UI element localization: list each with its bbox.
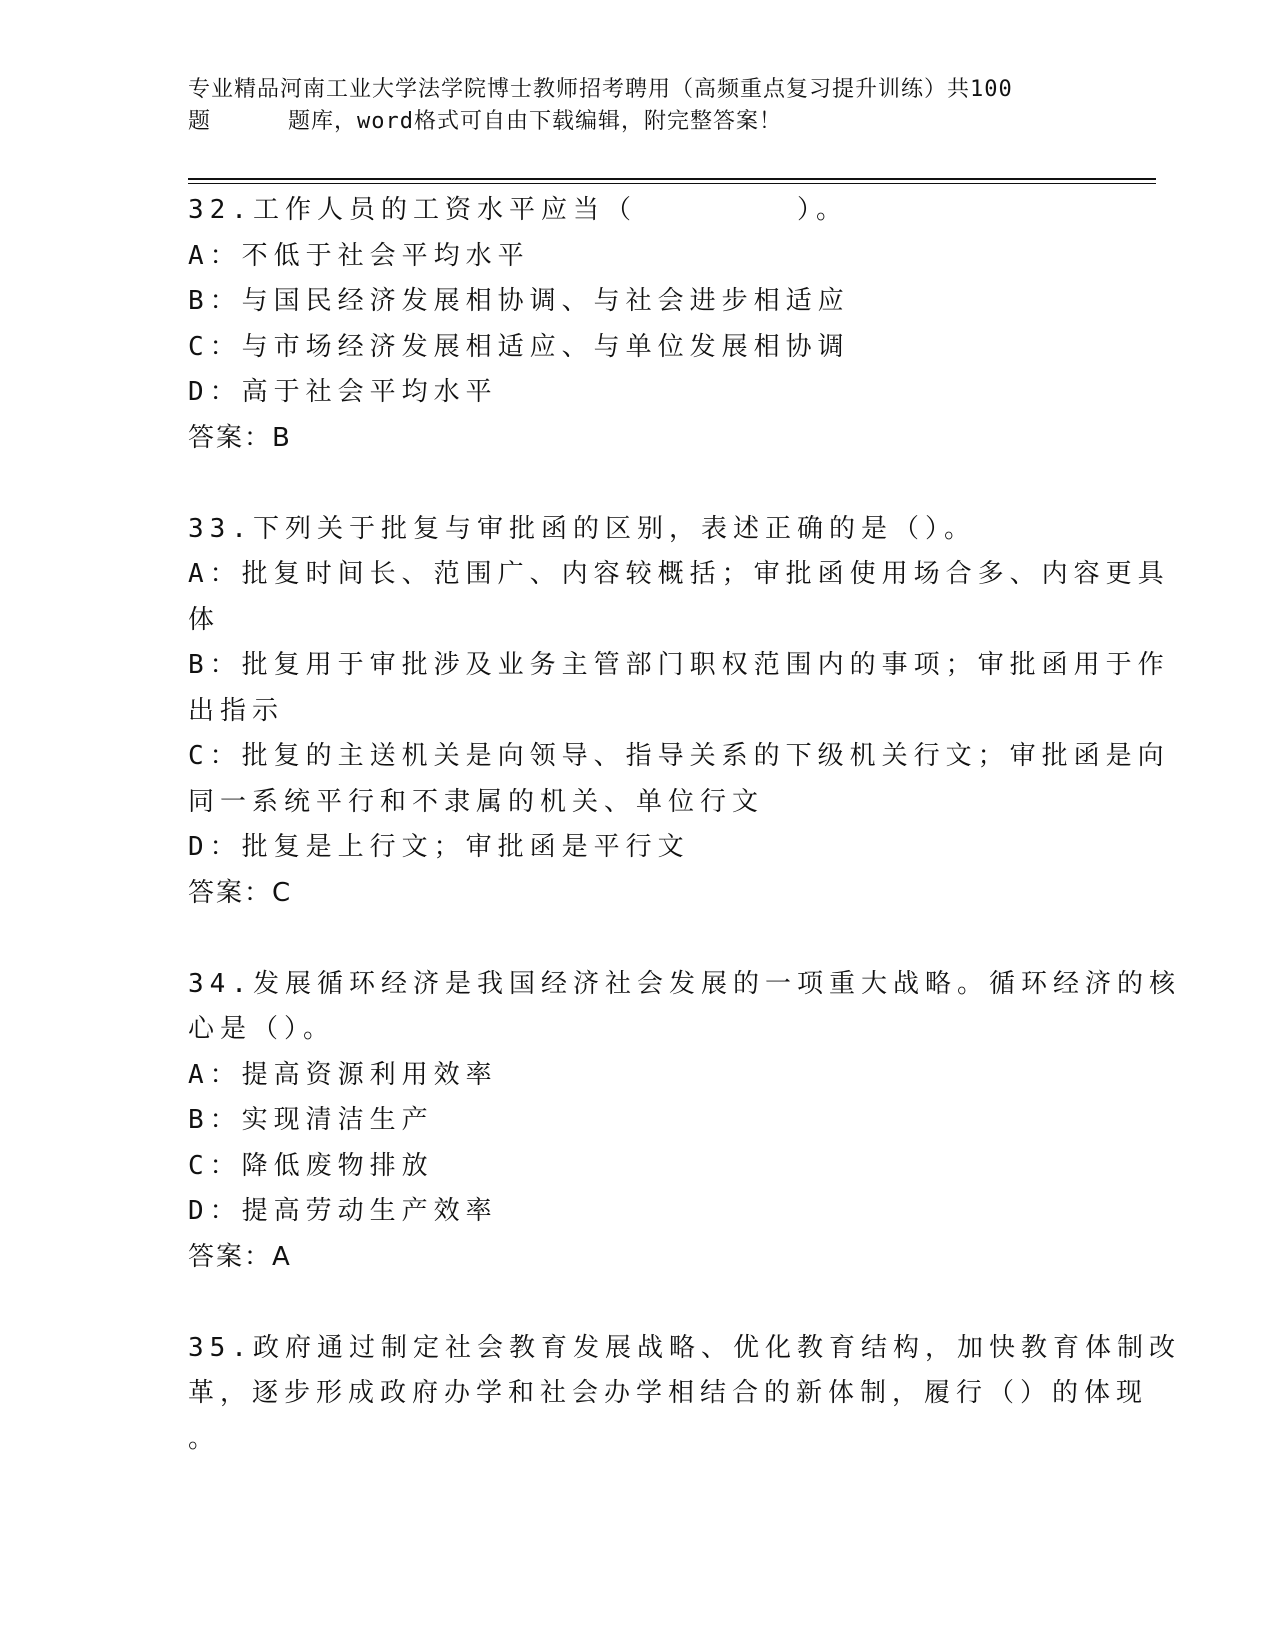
header-line-2 [188, 106, 1088, 138]
option-line: C：降低废物排放 [188, 1150, 434, 1181]
header-rule-thin [188, 183, 1156, 184]
option-line: C：与市场经济发展相适应、与单位发展相协调 [188, 331, 850, 362]
option-line: B：实现清洁生产 [188, 1105, 434, 1135]
question-spacer [188, 1280, 1088, 1326]
answer-line: 答案：C [188, 877, 293, 908]
option-line: D：批复是上行文；审批函是平行文 [188, 832, 690, 862]
page-header [188, 74, 1088, 138]
header-line-2-rest: 题库，word格式可自由下载编辑，附完整答案！ [288, 109, 782, 134]
question-stem-line: 心是（）。 [188, 1014, 336, 1044]
question-block [188, 507, 1170, 962]
option-line: C：批复的主送机关是向领导、指导关系的下级机关行文；审批函是向 [188, 741, 1170, 771]
header-rule-thick [188, 178, 1156, 180]
option-line: 体 [188, 604, 221, 635]
option-line: D：高于社会平均水平 [188, 377, 498, 407]
option-line: A：批复时间长、范围广、内容较概括；审批函使用场合多、内容更具 [188, 559, 1170, 589]
option-line: A：提高资源利用效率 [188, 1059, 498, 1090]
option-line: 出指示 [188, 695, 285, 726]
question-stem-line: 35.政府通过制定社会教育发展战略、优化教育结构，加快教育体制改 [188, 1332, 1181, 1363]
question-block [188, 962, 1181, 1326]
answer-line: 答案：B [188, 422, 292, 453]
question-spacer [188, 916, 1088, 962]
answer-line: 答案：A [188, 1241, 292, 1272]
question-stem-line: 革，逐步形成政府办学和社会办学相结合的新体制，履行（）的体现 [188, 1378, 1149, 1408]
option-line: D：提高劳动生产效率 [188, 1196, 498, 1226]
question-stem-line: 33.下列关于批复与审批函的区别，表述正确的是（）。 [188, 513, 976, 544]
header-line-1: 专业精品河南工业大学法学院博士教师招考聘用（高频重点复习提升训练）共100 [188, 77, 1013, 102]
question-spacer [188, 461, 1088, 507]
question-list [188, 188, 1181, 1462]
question-block [188, 188, 1088, 507]
question-stem-line: 。 [188, 1423, 221, 1454]
option-line: 同一系统平行和不隶属的机关、单位行文 [188, 786, 765, 817]
question-stem-line: 34.发展循环经济是我国经济社会发展的一项重大战略。循环经济的核 [188, 968, 1181, 999]
header-line-2-lead: 题 [188, 109, 212, 134]
question-stem-line: 32.工作人员的工资水平应当（ ）。 [188, 195, 848, 225]
option-line: A：不低于社会平均水平 [188, 240, 530, 271]
question-block [188, 1326, 1181, 1463]
option-line: B：批复用于审批涉及业务主管部门职权范围内的事项；审批函用于作 [188, 650, 1170, 680]
option-line: B：与国民经济发展相协调、与社会进步相适应 [188, 286, 850, 316]
